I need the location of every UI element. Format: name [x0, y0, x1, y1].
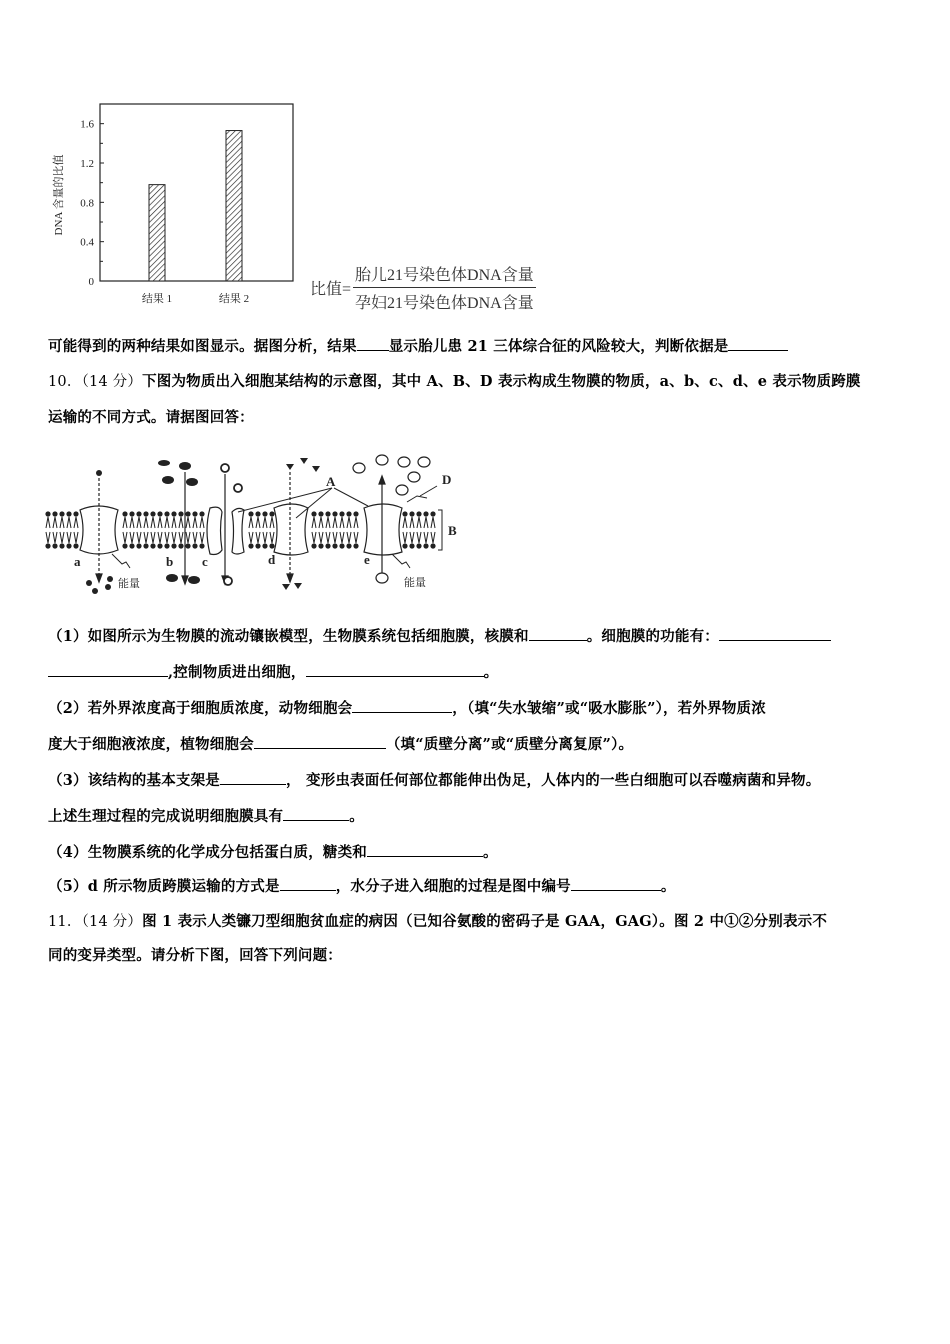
- svg-text:0: 0: [88, 276, 94, 288]
- label-B: B: [448, 523, 457, 538]
- answer-blank[interactable]: [283, 806, 349, 821]
- label-a: a: [74, 554, 81, 569]
- cell-membrane-diagram: [42, 450, 472, 595]
- label-A: A: [326, 474, 336, 489]
- answer-blank[interactable]: [367, 842, 483, 857]
- y-axis-label: DNA 含量的比值: [53, 154, 65, 236]
- bars: [149, 131, 242, 281]
- label-b: b: [166, 554, 174, 569]
- svg-text:1.6: 1.6: [80, 118, 94, 131]
- formula-prefix: 比值=: [310, 281, 352, 298]
- svg-text:0.8: 0.8: [80, 197, 94, 210]
- answer-blank[interactable]: [48, 662, 168, 677]
- answer-blank[interactable]: [280, 876, 336, 891]
- q10-sub5-line: （5）d 所示物质跨膜运输的方式是 ，水分子进入细胞的过程是图中编号 。: [48, 878, 676, 895]
- plot-frame: [100, 104, 293, 281]
- answer-blank[interactable]: [220, 770, 286, 785]
- q10-sub2-line2: 度大于细胞液浓度，植物细胞会 （填“质壁分离”或“质壁分离复原”）。: [48, 736, 634, 753]
- chart-svg: [50, 95, 310, 310]
- formula-denominator: 孕妇21号染色体DNA含量: [355, 295, 534, 312]
- q10-sub3-line1: （3）该结构的基本支架是 ， 变形虫表面任何部位都能伸出伪足，人体内的一些白细胞可以吞噬病菌和异物。: [48, 772, 821, 789]
- q10-sub3-line2: 上述生理过程的完成说明细胞膜具有 。: [48, 808, 364, 825]
- answer-blank[interactable]: [571, 876, 661, 891]
- formula-fraction: [353, 262, 536, 313]
- bar: [149, 185, 165, 281]
- membrane-svg: [42, 450, 472, 595]
- energy-label: 能量: [404, 576, 426, 589]
- label-D: D: [442, 472, 452, 487]
- q10-sub1-line1: （1）如图所示为生物膜的流动镶嵌模型，生物膜系统包括细胞膜，核膜和 。细胞膜的功能有：: [48, 626, 831, 647]
- energy-label: 能量: [118, 577, 140, 590]
- question-number: 11．: [48, 914, 82, 930]
- svg-text:1.2: 1.2: [80, 158, 94, 170]
- question-number: 10．: [48, 374, 82, 390]
- protein-e: [364, 504, 402, 555]
- question-score: （14 分）: [81, 374, 143, 390]
- answer-blank[interactable]: [254, 734, 386, 749]
- q10-sub2-line1: （2）若外界浓度高于细胞质浓度，动物细胞会 ，（填“失水皱缩”或“吸水膨胀”），若外界物质浓: [48, 700, 766, 717]
- q11-stem-line1: 11．（14 分）图 1 表示人类镰刀型细胞贫血症的病因（已知谷氨酸的密码子是 GAA，GAG）。图 2 中①②分别表示不: [48, 913, 828, 930]
- q10-sub4-line: （4）生物膜系统的化学成分包括蛋白质，糖类和 。: [48, 844, 498, 861]
- question-score: （14 分）: [81, 914, 143, 930]
- channel-protein-left: [207, 507, 222, 554]
- q9-question-line: 可能得到的两种结果如图显示。据图分析，结果 显示胎儿患 21 三体综合征的风险较大，判断依据是: [48, 336, 788, 357]
- x-axis-labels: [142, 291, 249, 305]
- q10-stem-line2: 运输的不同方式。请据图回答：: [48, 409, 254, 426]
- q10-stem-line1: 10．（14 分）下图为物质出入细胞某结构的示意图，其中 A、B、D 表示构成生物膜的物质，a、b、c、d、e 表示物质跨膜: [48, 373, 861, 390]
- formula-numerator: 胎儿21号染色体DNA含量: [353, 262, 536, 288]
- channel-protein-right: [232, 508, 244, 554]
- answer-blank[interactable]: [719, 626, 831, 641]
- answer-blank[interactable]: [357, 336, 389, 351]
- label-d: d: [268, 552, 276, 567]
- label-c: c: [202, 554, 208, 569]
- answer-blank[interactable]: [352, 698, 452, 713]
- answer-blank[interactable]: [728, 336, 788, 351]
- svg-text:结果 1: 结果 1: [141, 293, 173, 305]
- q10-sub1-line2: ,控制物质进出细胞， 。: [48, 662, 498, 683]
- ratio-formula: [310, 262, 536, 313]
- dna-ratio-chart: [50, 95, 310, 310]
- answer-blank[interactable]: [529, 626, 587, 641]
- svg-text:结果 2: 结果 2: [218, 293, 250, 305]
- label-e: e: [364, 552, 370, 567]
- answer-blank[interactable]: [306, 662, 484, 677]
- svg-text:0.4: 0.4: [80, 236, 94, 249]
- q11-stem-line2: 同的变异类型。请分析下图，回答下列问题：: [48, 947, 342, 964]
- bar: [226, 131, 242, 281]
